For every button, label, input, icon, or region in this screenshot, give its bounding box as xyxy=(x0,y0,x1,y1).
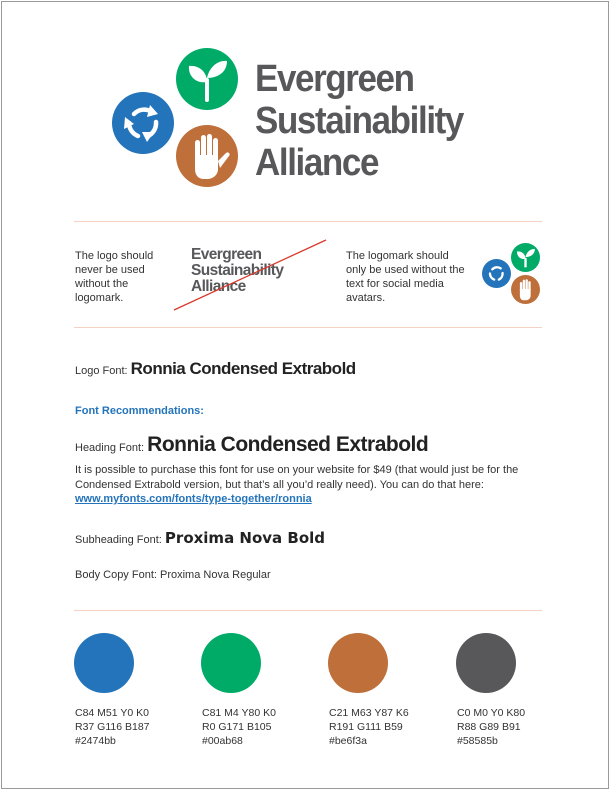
font-purchase-link[interactable]: www.myfonts.com/fonts/type-together/ronnia xyxy=(75,493,312,505)
swatch-rgb: R37 G116 B187 xyxy=(75,721,150,733)
swatch-gray-specs xyxy=(457,706,525,748)
logo-word-sustainability: Sustainability xyxy=(255,100,463,142)
divider-top xyxy=(74,221,542,222)
swatch-cmyk: C84 M51 Y0 K0 xyxy=(75,707,149,719)
recycle-icon xyxy=(482,259,511,288)
logomark-blue-circle xyxy=(112,92,174,154)
swatch-green-specs xyxy=(202,706,276,748)
logo-font-name: Ronnia Condensed Extrabold xyxy=(130,359,356,378)
logomark-small-orange xyxy=(511,275,540,304)
subheading-font-name: Proxima Nova Bold xyxy=(164,529,326,547)
sprout-icon xyxy=(176,48,238,110)
swatch-rgb: R88 G89 B91 xyxy=(457,721,521,733)
subheading-font-label: Subheading Font: xyxy=(75,534,162,546)
sprout-icon xyxy=(511,243,540,272)
body-font-label: Body Copy Font: xyxy=(75,569,157,581)
divider-bottom xyxy=(74,610,542,611)
swatch-orange xyxy=(328,633,388,693)
swatch-cmyk: C81 M4 Y80 K0 xyxy=(202,707,276,719)
logomark-orange-circle xyxy=(176,125,238,187)
bad-logo-word-1: Evergreen xyxy=(191,246,262,263)
font-recommendations-heading: Font Recommendations: xyxy=(75,405,204,417)
swatch-blue xyxy=(74,633,134,693)
recycle-icon xyxy=(112,92,174,154)
swatch-cmyk: C0 M0 Y0 K80 xyxy=(457,707,526,719)
swatch-hex: #58585b xyxy=(457,735,498,747)
swatch-orange-specs xyxy=(329,706,409,748)
usage-note-logomark: The logomark should only be used without the text for social media avatars. xyxy=(346,250,465,304)
swatch-hex: #2474bb xyxy=(75,735,116,747)
bad-logo-word-3: Alliance xyxy=(191,278,246,295)
strikethrough-icon xyxy=(172,236,332,314)
logo-wordmark xyxy=(255,58,531,184)
swatch-blue-specs xyxy=(75,706,150,748)
hand-icon xyxy=(511,275,540,304)
logo-word-alliance: Alliance xyxy=(255,142,379,184)
swatch-gray xyxy=(456,633,516,693)
heading-font-row xyxy=(75,433,428,457)
purchase-note xyxy=(75,463,555,507)
heading-font-name: Ronnia Condensed Extrabold xyxy=(147,433,429,456)
swatch-cmyk: C21 M63 Y87 K6 xyxy=(329,707,409,719)
body-font-row xyxy=(75,569,271,581)
body-font-name: Proxima Nova Regular xyxy=(160,569,271,581)
logomark-green-circle xyxy=(176,48,238,110)
swatch-hex: #be6f3a xyxy=(329,735,367,747)
logo-font-row xyxy=(75,359,356,379)
swatch-rgb: R0 G171 B105 xyxy=(202,721,272,733)
purchase-note-text: It is possible to purchase this font for use on your website for $49 (that would just be for the Condensed Extrabold version, but that’s all you’d really need). You can do that here: xyxy=(75,464,519,491)
bad-logo-word-2: Sustainability xyxy=(191,262,284,279)
heading-font-label: Heading Font: xyxy=(75,442,145,454)
swatch-green xyxy=(201,633,261,693)
swatch-hex: #00ab68 xyxy=(202,735,243,747)
swatch-rgb: R191 G111 B59 xyxy=(329,721,403,733)
divider-middle xyxy=(74,327,542,328)
logo-word-evergreen: Evergreen xyxy=(255,58,414,100)
hand-icon xyxy=(176,125,238,187)
logo-font-label: Logo Font: xyxy=(75,365,128,377)
logomark-small-blue xyxy=(482,259,511,288)
usage-note-wordmark: The logo should never be used without the logomark. xyxy=(75,250,154,304)
logomark-small-green xyxy=(511,243,540,272)
subheading-font-row xyxy=(75,529,325,547)
